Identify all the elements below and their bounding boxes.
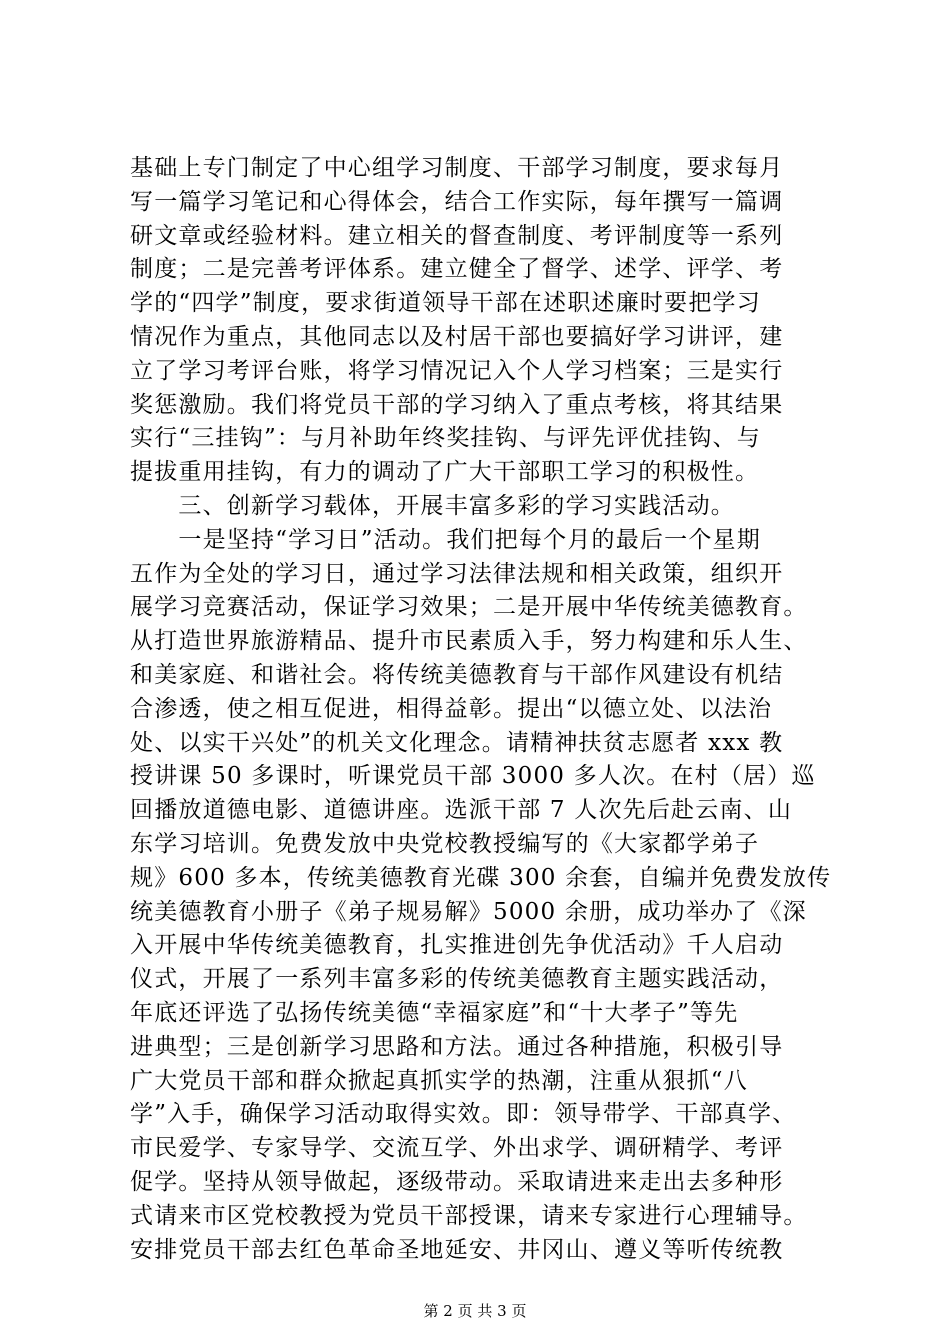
text-line: 展学习竞赛活动，保证学习效果；二是开展中华传统美德教育。	[130, 594, 808, 621]
text-line: 授讲课 50 多课时，听课党员干部 3000 多人次。在村（居）巡	[130, 763, 816, 790]
text-line: 规》600 多本，传统美德教育光碟 300 余套，自编并免费发放传	[130, 864, 832, 891]
text-line: 促学。坚持从领导做起，逐级带动。采取请进来走出去多种形	[130, 1168, 784, 1195]
text-line: 式请来市区党校教授为党员干部授课，请来专家进行心理辅导。	[130, 1202, 808, 1229]
text-line: 学”入手，确保学习活动取得实效。即：领导带学、干部真学、	[130, 1101, 797, 1128]
text-line: 制度；二是完善考评体系。建立健全了督学、述学、评学、考	[130, 256, 784, 283]
text-line: 一是坚持“学习日”活动。我们把每个月的最后一个星期	[130, 526, 761, 553]
text-line: 入开展中华传统美德教育，扎实推进创先争优活动》千人启动	[130, 932, 784, 959]
text-line: 广大党员干部和群众掀起真抓实学的热潮，注重从狠抓“八	[130, 1067, 748, 1094]
text-line: 基础上专门制定了中心组学习制度、干部学习制度，要求每月	[130, 155, 784, 181]
text-line: 五作为全处的学习日，通过学习法律法规和相关政策，组织开	[130, 560, 784, 587]
text-line: 研文章或经验材料。建立相关的督查制度、考评制度等一系列	[130, 222, 784, 249]
text-line: 立了学习考评台账，将学习情况记入个人学习档案；三是实行	[130, 357, 784, 384]
text-line: 安排党员干部去红色革命圣地延安、井冈山、遵义等听传统教	[130, 1236, 784, 1263]
text-line: 年底还评选了弘扬传统美德“幸福家庭”和“十大孝子”等先	[130, 999, 739, 1026]
text-line: 实行“三挂钩”：与月补助年终奖挂钩、与评先评优挂钩、与	[130, 425, 761, 452]
text-line: 写一篇学习笔记和心得体会，结合工作实际，每年撰写一篇调	[130, 188, 784, 215]
text-line: 从打造世界旅游精品、提升市民素质入手，努力构建和乐人生、	[130, 628, 808, 655]
text-line: 仪式，开展了一系列丰富多彩的传统美德教育主题实践活动，	[130, 966, 784, 993]
text-line: 统美德教育小册子《弟子规易解》5000 余册，成功举办了《深	[130, 898, 807, 925]
text-line: 奖惩激励。我们将党员干部的学习纳入了重点考核，将其结果	[130, 391, 784, 418]
text-line: 市民爱学、专家导学、交流互学、外出求学、调研精学、考评	[130, 1135, 784, 1162]
text-line: 进典型；三是创新学习思路和方法。通过各种措施，积极引导	[130, 1033, 784, 1060]
section-heading: 三、创新学习载体，开展丰富多彩的学习实践活动。	[130, 492, 735, 519]
text-line: 东学习培训。免费发放中央党校教授编写的《大家都学弟子	[130, 830, 760, 857]
text-line: 回播放道德电影、道德讲座。选派干部 7 人次先后赴云南、山	[130, 797, 793, 824]
text-line: 和美家庭、和谐社会。将传统美德教育与干部作风建设有机结	[130, 661, 784, 688]
text-line: 处、以实干兴处”的机关文化理念。请精神扶贫志愿者 xxx 教	[130, 729, 784, 756]
text-line: 学的“四学”制度，要求街道领导干部在述职述廉时要把学习	[130, 290, 761, 317]
text-line: 合渗透，使之相互促进，相得益彰。提出“以德立处、以法治	[130, 695, 773, 722]
page-number-footer: 第 2 页 共 3 页	[423, 1302, 527, 1320]
text-line: 提拔重用挂钩，有力的调动了广大干部职工学习的积极性。	[130, 459, 760, 486]
text-line: 情况作为重点，其他同志以及村居干部也要搞好学习讲评，建	[130, 323, 784, 350]
document-body	[130, 152, 850, 1267]
